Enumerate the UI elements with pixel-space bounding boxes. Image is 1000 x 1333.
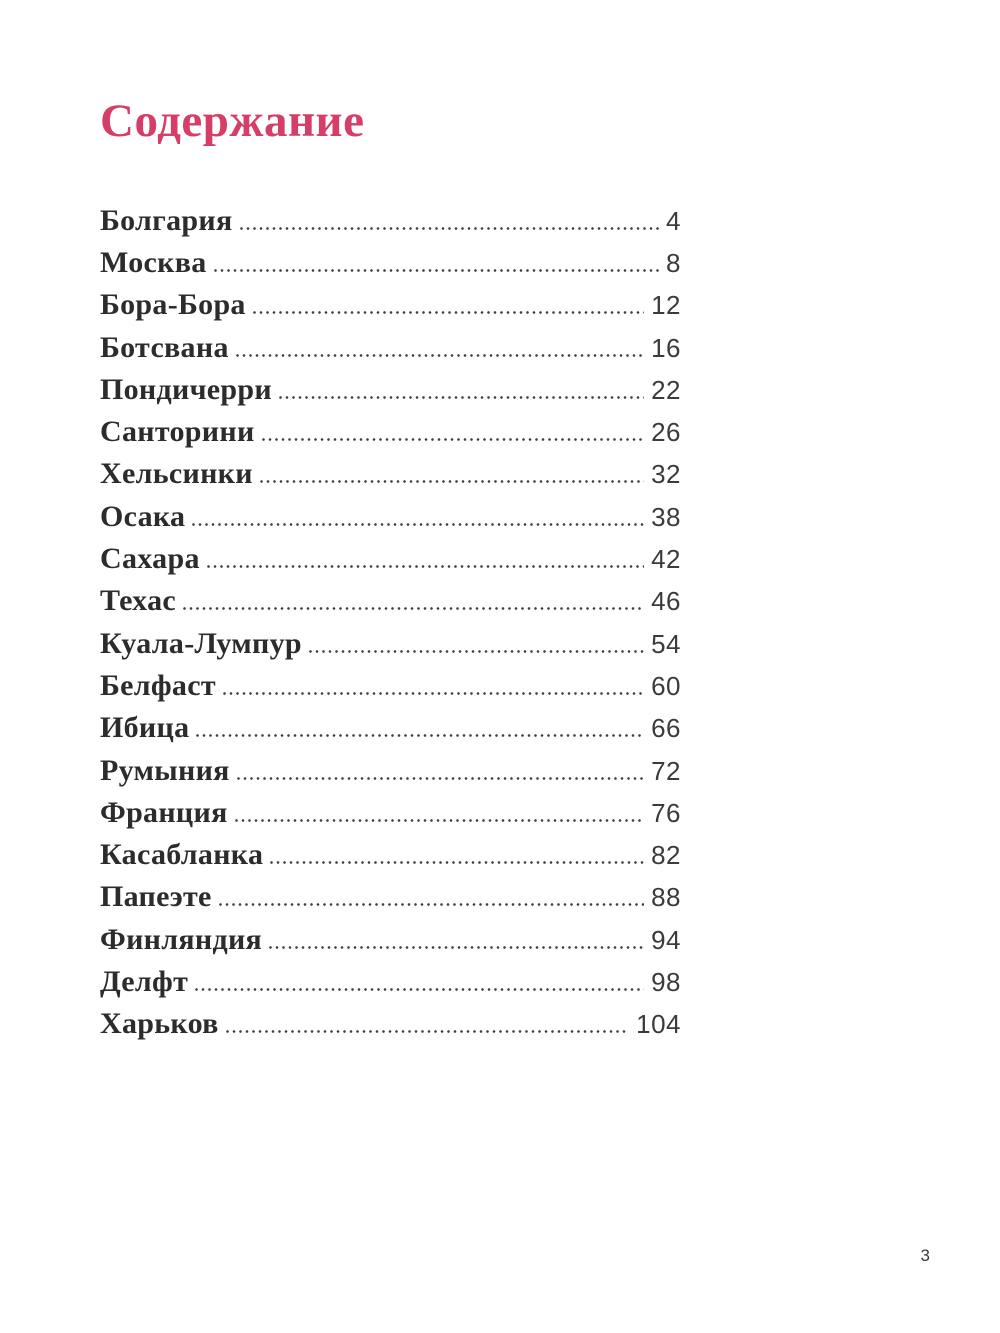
toc-entry-page-number: 76: [651, 797, 681, 828]
toc-entry-page-number: 98: [651, 967, 681, 998]
dotted-leader-line: [253, 311, 644, 314]
toc-entry-title: Осака: [100, 499, 186, 533]
toc-entry-page-number: 32: [651, 459, 681, 490]
toc-entry-title: Белфаст: [100, 668, 216, 702]
toc-entry-page-number: 38: [651, 501, 681, 532]
dotted-leader-line: [236, 354, 644, 357]
dotted-leader-line: [196, 734, 644, 737]
dotted-leader-line: [279, 396, 644, 399]
dotted-leader-line: [223, 692, 644, 695]
toc-entry[interactable]: [100, 880, 681, 922]
toc-entry-title: Болгария: [100, 203, 233, 237]
toc-entry[interactable]: [100, 331, 681, 373]
toc-entry[interactable]: [100, 584, 681, 626]
toc-entry-page-number: 16: [651, 332, 681, 363]
toc-entry-page-number: 94: [651, 924, 681, 955]
toc-entry-title: Делфт: [100, 965, 189, 999]
toc-entry[interactable]: [100, 923, 681, 965]
toc-entry[interactable]: [100, 1007, 681, 1049]
dotted-leader-line: [226, 1030, 629, 1033]
dotted-leader-line: [207, 565, 644, 568]
dotted-leader-line: [237, 777, 644, 780]
toc-entry-title: Папеэте: [100, 880, 212, 914]
toc-entry[interactable]: [100, 500, 681, 542]
toc-entry-title: Финляндия: [100, 922, 263, 956]
page-title: Содержание: [100, 95, 365, 147]
toc-list: [100, 204, 681, 1050]
toc-entry-page-number: 4: [666, 205, 681, 236]
toc-entry-title: Москва: [100, 245, 207, 279]
dotted-leader-line: [195, 988, 644, 991]
dotted-leader-line: [183, 607, 644, 610]
toc-entry[interactable]: [100, 415, 681, 457]
dotted-leader-line: [214, 269, 660, 272]
toc-entry-page-number: 60: [651, 670, 681, 701]
dotted-leader-line: [192, 523, 644, 526]
toc-entry-page-number: 66: [651, 713, 681, 744]
toc-entry[interactable]: [100, 965, 681, 1007]
dotted-leader-line: [235, 819, 644, 822]
toc-entry-title: Пондичерри: [100, 372, 272, 406]
dotted-leader-line: [219, 903, 644, 906]
toc-entry[interactable]: [100, 246, 681, 288]
toc-entry-page-number: 46: [651, 586, 681, 617]
toc-entry-page-number: 12: [651, 290, 681, 321]
toc-entry[interactable]: [100, 669, 681, 711]
page: [0, 95, 1000, 1265]
toc-entry[interactable]: [100, 288, 681, 330]
toc-entry-page-number: 82: [651, 840, 681, 871]
toc-entry[interactable]: [100, 838, 681, 880]
toc-entry-title: Санторини: [100, 415, 255, 449]
toc-entry-title: Хельсинки: [100, 457, 253, 491]
toc-entry-title: Харьков: [100, 1007, 219, 1041]
toc-entry-page-number: 8: [666, 247, 681, 278]
toc-entry-title: Румыния: [100, 753, 230, 787]
dotted-leader-line: [270, 861, 644, 864]
dotted-leader-line: [269, 946, 644, 949]
toc-entry[interactable]: [100, 796, 681, 838]
toc-entry[interactable]: [100, 711, 681, 753]
dotted-leader-line: [260, 480, 644, 483]
toc-entry[interactable]: [100, 542, 681, 584]
toc-entry-page-number: 104: [636, 1009, 681, 1040]
toc-entry-title: Франция: [100, 795, 228, 829]
toc-entry-title: Сахара: [100, 542, 200, 576]
toc-entry-title: Куала-Лумпур: [100, 626, 302, 660]
toc-entry-title: Касабланка: [100, 838, 264, 872]
toc-entry[interactable]: [100, 373, 681, 415]
toc-entry-page-number: 72: [651, 755, 681, 786]
toc-entry-title: Техас: [100, 584, 177, 618]
dotted-leader-line: [240, 227, 660, 230]
toc-entry[interactable]: [100, 457, 681, 499]
toc-entry[interactable]: [100, 204, 681, 246]
toc-entry-title: Ибица: [100, 711, 190, 745]
toc-entry-page-number: 88: [651, 882, 681, 913]
dotted-leader-line: [262, 438, 645, 441]
toc-entry-page-number: 54: [651, 628, 681, 659]
toc-entry-title: Ботсвана: [100, 330, 229, 364]
toc-entry-page-number: 22: [651, 374, 681, 405]
toc-entry-page-number: 42: [651, 544, 681, 575]
toc-entry-title: Бора-Бора: [100, 288, 246, 322]
toc-entry[interactable]: [100, 627, 681, 669]
toc-entry[interactable]: [100, 754, 681, 796]
dotted-leader-line: [309, 650, 644, 653]
page-number: 3: [920, 1246, 930, 1265]
toc-entry-page-number: 26: [651, 417, 681, 448]
